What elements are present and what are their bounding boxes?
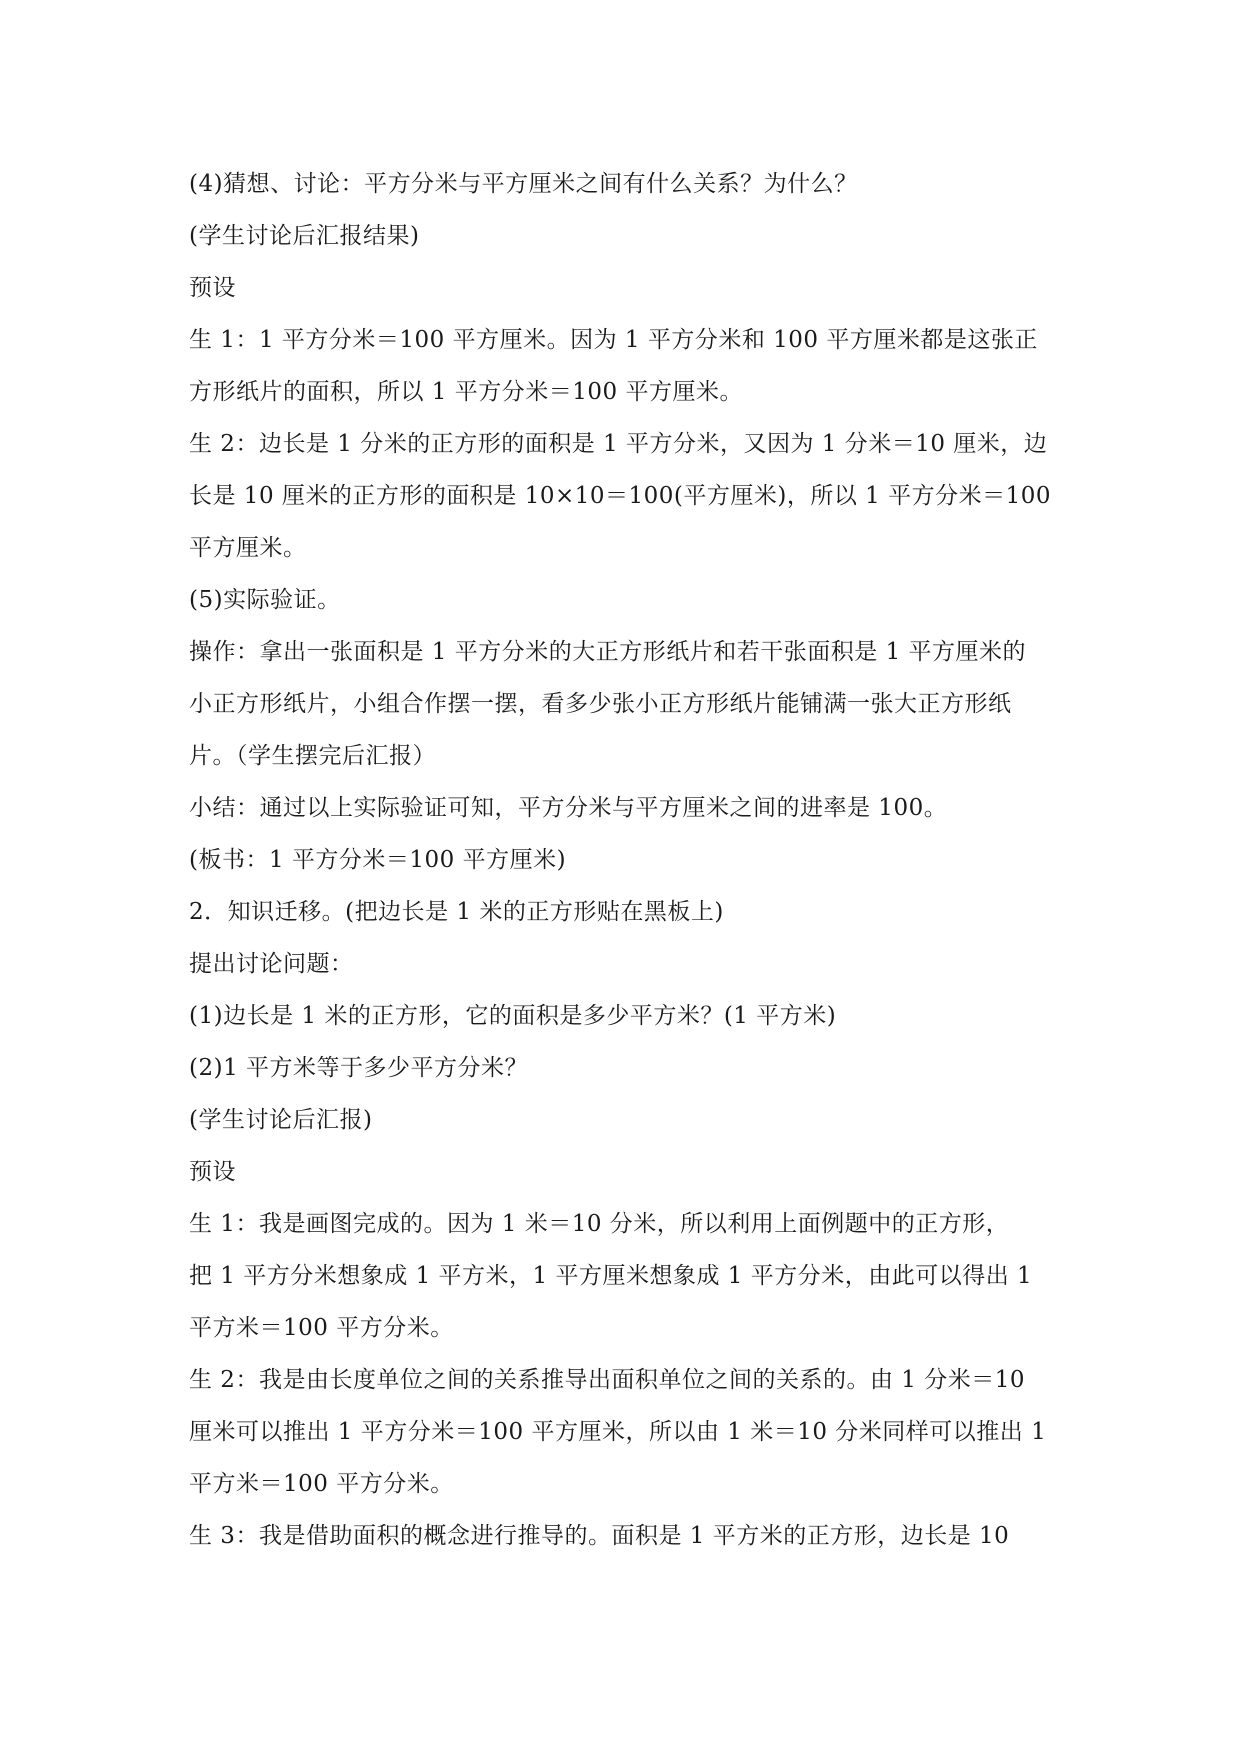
document-body [189,158,1069,1562]
text-line: 生 2：我是由长度单位之间的关系推导出面积单位之间的关系的。由 1 分米＝10 [189,1367,1025,1393]
text-line: 生 1：1 平方分米＝100 平方厘米。因为 1 平方分米和 100 平方厘米都是这张正 [189,327,1038,353]
text-line: 平方厘米。 [189,535,307,561]
text-line: 生 1：我是画图完成的。因为 1 米＝10 分米，所以利用上面例题中的正方形， [189,1211,1010,1237]
text-line: 长是 10 厘米的正方形的面积是 10×10＝100(平方厘米)，所以 1 平方分米＝100 [189,483,1052,509]
text-line: 2．知识迁移。(把边长是 1 米的正方形贴在黑板上) [189,899,724,925]
text-line: 生 3：我是借助面积的概念进行推导的。面积是 1 平方米的正方形，边长是 10 [189,1523,1010,1549]
text-line: (2)1 平方米等于多少平方分米？ [189,1055,529,1081]
text-line: 预设 [189,1159,236,1185]
text-line: (5)实际验证。 [189,587,341,613]
text-line: 方形纸片的面积，所以 1 平方分米＝100 平方厘米。 [189,379,743,405]
text-line: 操作：拿出一张面积是 1 平方分米的大正方形纸片和若干张面积是 1 平方厘米的 [189,639,1027,665]
text-line: (学生讨论后汇报结果) [189,223,420,249]
text-line: 把 1 平方分米想象成 1 平方米，1 平方厘米想象成 1 平方分米，由此可以得出 1 [189,1263,1033,1289]
text-line: 厘米可以推出 1 平方分米＝100 平方厘米，所以由 1 米＝10 分米同样可以推出 1 [189,1419,1047,1445]
text-line: 预设 [189,275,236,301]
text-line: 小结：通过以上实际验证可知，平方分米与平方厘米之间的进率是 100。 [189,795,948,821]
text-line: 平方米＝100 平方分米。 [189,1315,454,1341]
text-line: 片。（学生摆完后汇报） [189,743,436,769]
text-line: 生 2：边长是 1 分米的正方形的面积是 1 平方分米，又因为 1 分米＝10 厘米，边 [189,431,1048,457]
text-line: 平方米＝100 平方分米。 [189,1471,454,1497]
text-line: (板书：1 平方分米＝100 平方厘米) [189,847,567,873]
text-line: 小正方形纸片，小组合作摆一摆，看多少张小正方形纸片能铺满一张大正方形纸 [189,691,1012,717]
text-line: (学生讨论后汇报) [189,1107,373,1133]
text-line: 提出讨论问题： [189,951,354,977]
text-line: (4)猜想、讨论：平方分米与平方厘米之间有什么关系？为什么？ [189,171,858,197]
text-line: (1)边长是 1 米的正方形，它的面积是多少平方米？(1 平方米) [189,1003,837,1029]
